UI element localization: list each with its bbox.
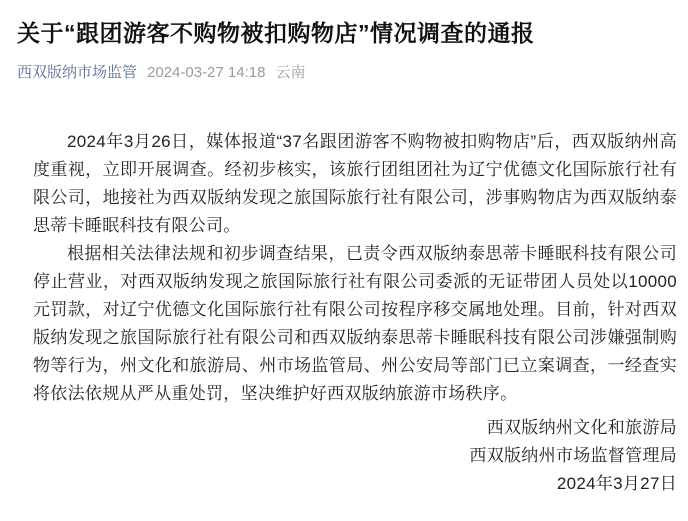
signature-block xyxy=(33,414,677,498)
article-body xyxy=(33,128,677,498)
signature-line: 西双版纳州市场监督管理局 xyxy=(469,446,677,465)
account-name-link[interactable]: 西双版纳市场监管 xyxy=(17,64,138,81)
article-paragraph: 2024年3月26日，媒体报道“37名跟团游客不购物被扣购物店”后，西双版纳州高度重视，立即开展调查。经初步核实，该旅行团组团社为辽宁优德文化国际旅行社有限公司，地接社为西双版纳发现之旅国际旅行社有限公司，涉事购物店为西双版纳泰思蒂卡睡眠科技有限公司。 xyxy=(33,132,677,235)
article-paragraph: 根据相关法律法规和初步调查结果，已责令西双版纳泰思蒂卡睡眠科技有限公司停止营业，对西双版纳发现之旅国际旅行社有限公司委派的无证带团人员处以10000元罚款，对辽宁优德文化国际旅行社有限公司按程序移交属地处理。目前，针对西双版纳发现之旅国际旅行社有限公司和西双版纳泰思蒂卡睡眠科技有限公司涉嫌强制购物等行为，州文化和旅游局、州市场监管局、州公安局等部门已立案调查，一经查实将依法依规从严从重处罚，坚决维护好西双版纳旅游市场秩序。 xyxy=(33,244,677,403)
publish-datetime: 2024-03-27 14:18 xyxy=(147,64,266,81)
publish-location: 云南 xyxy=(275,64,306,81)
signature-date: 2024年3月27日 xyxy=(556,474,677,493)
article-title: 关于“跟团游客不购物被扣购物店”情况调查的通报 xyxy=(17,20,535,46)
article-page xyxy=(0,17,688,521)
byline xyxy=(17,62,671,83)
signature-line: 西双版纳州文化和旅游局 xyxy=(486,418,677,437)
